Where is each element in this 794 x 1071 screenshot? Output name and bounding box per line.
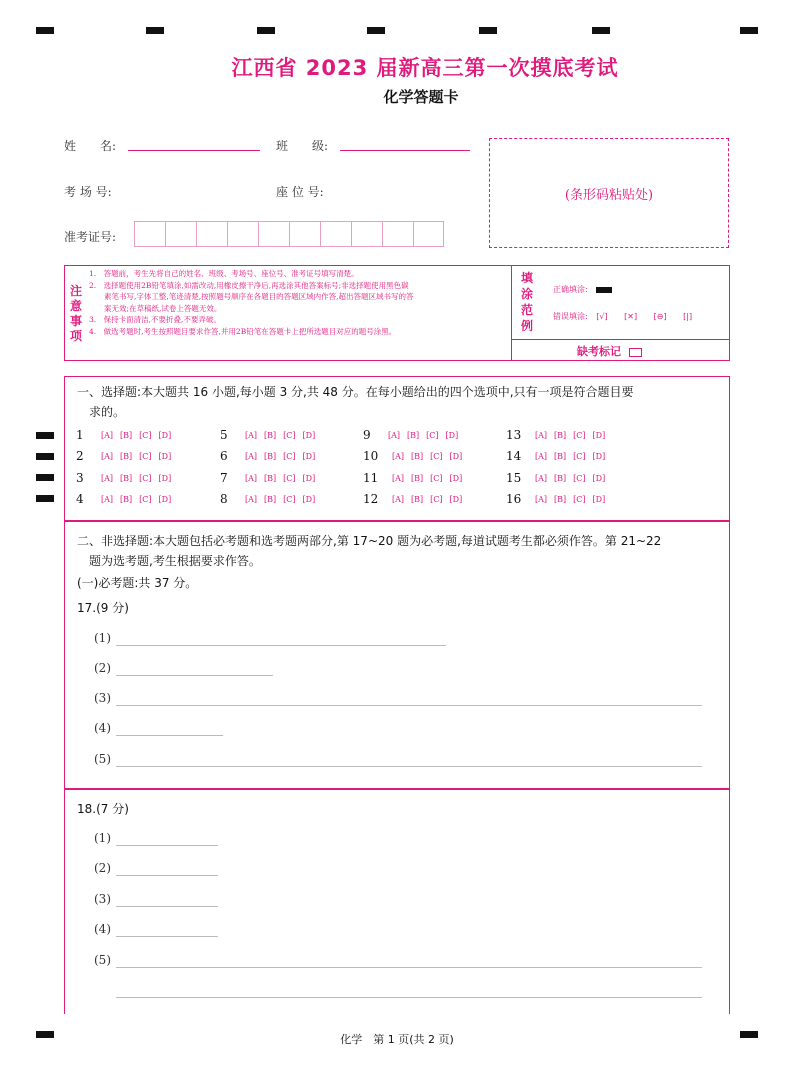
wrong-fill-mark: [√] [596, 312, 608, 321]
registration-mark [36, 432, 54, 439]
exam-id-digit-box[interactable] [320, 221, 351, 247]
mcq-option-bubble[interactable]: [D] [592, 494, 606, 504]
mcq-question [363, 428, 458, 442]
registration-mark [36, 495, 54, 502]
mcq-question [220, 428, 315, 442]
mcq-option-bubble[interactable]: [C] [139, 494, 152, 504]
mcq-option-bubble[interactable]: [B] [554, 451, 567, 461]
seat-label: 座 位 号: [276, 185, 324, 199]
mcq-option-bubble[interactable]: [D] [445, 430, 459, 440]
barcode-label: (条形码粘贴处) [564, 187, 654, 203]
mcq-question [220, 449, 315, 463]
mcq-question-number: 15 [506, 471, 522, 485]
mcq-option-bubble[interactable]: [C] [430, 451, 443, 461]
correct-fill-row [553, 284, 612, 295]
registration-mark [479, 27, 497, 34]
wrong-fill-mark: [✕] [624, 312, 638, 321]
registration-mark [36, 453, 54, 460]
q17-sub-label: (3) [94, 691, 111, 705]
exam-id-digit-box[interactable] [351, 221, 382, 247]
wrong-fill-mark: [⊖] [653, 312, 667, 321]
mcq-option-bubble[interactable]: [D] [449, 473, 463, 483]
mcq-option-bubble[interactable]: [D] [592, 473, 606, 483]
q18-section [64, 789, 730, 1014]
q18-answer-line[interactable] [116, 875, 218, 876]
mcq-option-bubble[interactable]: [D] [302, 494, 316, 504]
mcq-question-number: 4 [76, 492, 84, 506]
mcq-option-bubble[interactable]: [A] [392, 451, 405, 461]
mcq-question-number: 11 [363, 471, 379, 485]
mcq-option-bubble[interactable]: [C] [283, 494, 296, 504]
q17-sub-label: (1) [94, 631, 111, 645]
mcq-option-bubble[interactable]: [D] [158, 473, 172, 483]
mcq-option-bubble[interactable]: [B] [264, 473, 277, 483]
mcq-option-bubble[interactable]: [B] [554, 430, 567, 440]
mcq-option-bubble[interactable]: [C] [283, 451, 296, 461]
mcq-question-number: 10 [363, 449, 379, 463]
mcq-option-bubble[interactable]: [A] [245, 494, 258, 504]
wrong-fill-label: 错误填涂: [553, 312, 588, 321]
q18-sub-label: (2) [94, 861, 111, 875]
mcq-question [506, 492, 605, 506]
free-response-instruction-cont: 题为选考题,考生根据要求作答。 [77, 554, 261, 568]
mcq-option-bubble[interactable]: [C] [283, 430, 296, 440]
mcq-instruction: 一、选择题:本大题共 16 小题,每小题 3 分,共 48 分。在每小题给出的四个选项中,只有一项是符合题目要 [77, 385, 634, 399]
q17-answer-line[interactable] [116, 705, 702, 706]
q18-sub-label: (1) [94, 831, 111, 845]
q17-sub-label: (2) [94, 661, 111, 675]
exam-id-digit-box[interactable] [196, 221, 227, 247]
class-field[interactable] [340, 150, 470, 151]
q17-answer-line[interactable] [116, 675, 273, 676]
name-field[interactable] [128, 150, 260, 151]
mcq-question-number: 6 [220, 449, 228, 463]
mcq-option-bubble[interactable]: [B] [120, 430, 133, 440]
free-response-instruction: 二、非选择题:本大题包括必考题和选考题两部分,第 17~20 题为必考题,每道试题考生都必须作答。第 21~22 [77, 534, 662, 548]
q17-answer-line[interactable] [116, 766, 702, 767]
mcq-option-bubble[interactable]: [B] [120, 451, 133, 461]
notes-divider [511, 266, 512, 360]
notes-item: 2. 选择题使用2B铅笔填涂,如需改动,用橡皮擦干净后,再选涂其他答案标号;非选择题使用黑色碳 [89, 280, 409, 290]
mcq-question-number: 1 [76, 428, 84, 442]
name-label: 姓 名: [64, 139, 117, 153]
mcq-question-number: 7 [220, 471, 228, 485]
mcq-option-bubble[interactable]: [B] [411, 473, 424, 483]
required-heading: (一)必考题:共 37 分。 [77, 576, 198, 590]
exam-id-digit-box[interactable] [134, 221, 165, 247]
q18-answer-line[interactable] [116, 845, 218, 846]
mcq-question-number: 5 [220, 428, 228, 442]
free-response-section [64, 521, 730, 789]
notes-item: 素笔书写,字体工整,笔迹清楚,按照题号顺序在各题目的答题区域内作答,超出答题区域书写的答 [89, 292, 414, 301]
notes-item: 3. 保持卡面清洁,不要折叠,不要弄破。 [89, 315, 221, 324]
mcq-option-bubble[interactable]: [A] [245, 473, 258, 483]
mcq-question [76, 449, 171, 463]
mcq-question [506, 471, 605, 485]
q18-sub-label: (4) [94, 922, 111, 936]
mcq-option-bubble[interactable]: [D] [158, 451, 172, 461]
mcq-option-bubble[interactable]: [D] [302, 473, 316, 483]
mcq-option-bubble[interactable]: [A] [101, 473, 114, 483]
notes-item: 4. 做选考题时,考生按照题目要求作答,并用2B铅笔在答题卡上把所选题目对应的题号涂黑。 [89, 326, 397, 336]
mcq-option-bubble[interactable]: [C] [573, 494, 586, 504]
mcq-question-number: 16 [506, 492, 522, 506]
mcq-option-bubble[interactable]: [B] [554, 473, 567, 483]
mcq-option-bubble[interactable]: [A] [535, 451, 548, 461]
q17-title: 17.(9 分) [77, 601, 129, 615]
q17-sub-label: (5) [94, 752, 111, 766]
notes-box [64, 265, 730, 361]
q18-answer-line[interactable] [116, 997, 702, 998]
notes-item: 1. 答题前，考生先将自己的姓名、班级、考场号、座位号、准考证号填写清楚。 [89, 269, 359, 278]
wrong-fill-mark: [|] [683, 312, 693, 321]
mcq-option-bubble[interactable]: [D] [592, 430, 606, 440]
mcq-option-bubble[interactable]: [A] [101, 430, 114, 440]
registration-mark [367, 27, 385, 34]
mcq-option-bubble[interactable]: [B] [264, 430, 277, 440]
wrong-fill-row [553, 311, 692, 322]
correct-fill-sample [596, 287, 612, 293]
absent-mark[interactable] [577, 343, 642, 359]
mcq-question [363, 471, 462, 485]
q17-sub-label: (4) [94, 721, 111, 735]
mcq-question [76, 428, 171, 442]
mcq-option-bubble[interactable]: [C] [426, 430, 439, 440]
notes-list [89, 268, 507, 337]
barcode-area [489, 138, 729, 248]
exam-id-digit-box[interactable] [258, 221, 289, 247]
mcq-option-bubble[interactable]: [C] [139, 430, 152, 440]
q18-answer-line[interactable] [116, 936, 218, 937]
mcq-option-bubble[interactable]: [A] [535, 473, 548, 483]
exam-id-digit-box[interactable] [413, 221, 444, 247]
mcq-question-number: 13 [506, 428, 522, 442]
mcq-option-bubble[interactable]: [C] [139, 451, 152, 461]
mcq-option-bubble[interactable]: [A] [245, 430, 258, 440]
mcq-option-bubble[interactable]: [B] [554, 494, 567, 504]
registration-mark [36, 27, 54, 34]
q18-sub-label: (5) [94, 953, 111, 967]
mcq-option-bubble[interactable]: [C] [573, 451, 586, 461]
mcq-option-bubble[interactable]: [D] [592, 451, 606, 461]
mcq-question [506, 449, 605, 463]
page-footer: 化学 第 1 页(共 2 页) [340, 1033, 454, 1046]
mcq-question [220, 492, 315, 506]
mcq-option-bubble[interactable]: [C] [573, 473, 586, 483]
q18-answer-line[interactable] [116, 906, 218, 907]
mcq-option-bubble[interactable]: [B] [120, 494, 133, 504]
mcq-option-bubble[interactable]: [C] [139, 473, 152, 483]
mcq-question [76, 492, 171, 506]
q18-sub-label: (3) [94, 892, 111, 906]
mcq-option-bubble[interactable]: [A] [392, 473, 405, 483]
mcq-question-number: 12 [363, 492, 379, 506]
mcq-question-number: 14 [506, 449, 522, 463]
exam-id-digit-box[interactable] [227, 221, 258, 247]
registration-mark [740, 27, 758, 34]
mcq-option-bubble[interactable]: [B] [411, 451, 424, 461]
mcq-question-number: 2 [76, 449, 84, 463]
q18-answer-line[interactable] [116, 967, 702, 968]
mcq-instruction-cont: 求的。 [77, 405, 126, 419]
fill-example-title: 填涂范例 [520, 271, 533, 333]
mcq-option-bubble[interactable]: [D] [158, 494, 172, 504]
notes-title: 注意事项 [69, 284, 82, 343]
mcq-option-bubble[interactable]: [B] [407, 430, 420, 440]
mcq-option-bubble[interactable]: [A] [101, 451, 114, 461]
mcq-option-bubble[interactable]: [A] [392, 494, 405, 504]
page-subtitle: 化学答题卡 [383, 88, 459, 106]
class-label: 班 级: [276, 139, 329, 153]
absent-checkbox[interactable] [629, 348, 642, 357]
mcq-question [506, 428, 605, 442]
registration-mark [146, 27, 164, 34]
mcq-option-bubble[interactable]: [B] [264, 494, 277, 504]
q17-answer-line[interactable] [116, 735, 223, 736]
mcq-question [363, 449, 462, 463]
exam-id-digit-box[interactable] [289, 221, 320, 247]
mcq-option-bubble[interactable]: [B] [411, 494, 424, 504]
q18-title: 18.(7 分) [77, 802, 129, 816]
exam-id-digit-box[interactable] [165, 221, 196, 247]
mcq-option-bubble[interactable]: [C] [283, 473, 296, 483]
mcq-question-number: 9 [363, 428, 371, 442]
registration-mark [592, 27, 610, 34]
mcq-option-bubble[interactable]: [B] [120, 473, 133, 483]
mcq-question-number: 8 [220, 492, 228, 506]
mcq-option-bubble[interactable]: [D] [449, 451, 463, 461]
mcq-option-bubble[interactable]: [A] [245, 451, 258, 461]
mcq-option-bubble[interactable]: [D] [449, 494, 463, 504]
registration-mark [257, 27, 275, 34]
mcq-option-bubble[interactable]: [C] [430, 494, 443, 504]
absent-label: 缺考标记 [577, 345, 621, 358]
mcq-question [363, 492, 462, 506]
mcq-option-bubble[interactable]: [C] [573, 430, 586, 440]
q17-answer-line[interactable] [116, 645, 446, 646]
mcq-option-bubble[interactable]: [A] [101, 494, 114, 504]
mcq-option-bubble[interactable]: [D] [302, 451, 316, 461]
mcq-option-bubble[interactable]: [A] [535, 430, 548, 440]
room-label: 考 场 号: [64, 185, 112, 199]
notes-item: 案无效;在草稿纸,试卷上答题无效。 [89, 303, 222, 313]
mcq-option-bubble[interactable]: [A] [535, 494, 548, 504]
mcq-option-bubble[interactable]: [A] [388, 430, 401, 440]
exam-id-label: 准考证号: [64, 230, 117, 244]
correct-fill-label: 正确填涂: [553, 285, 588, 294]
mcq-option-bubble[interactable]: [D] [158, 430, 172, 440]
fill-example-divider [511, 339, 729, 340]
mcq-option-bubble[interactable]: [B] [264, 451, 277, 461]
page-title: 江西省 2023 届新高三第一次摸底考试 [231, 56, 619, 80]
mcq-question [220, 471, 315, 485]
exam-id-digit-box[interactable] [382, 221, 413, 247]
mcq-option-bubble[interactable]: [D] [302, 430, 316, 440]
exam-id-boxes[interactable] [134, 221, 444, 247]
mcq-option-bubble[interactable]: [C] [430, 473, 443, 483]
registration-mark [36, 474, 54, 481]
mcq-question [76, 471, 171, 485]
mcq-question-number: 3 [76, 471, 84, 485]
